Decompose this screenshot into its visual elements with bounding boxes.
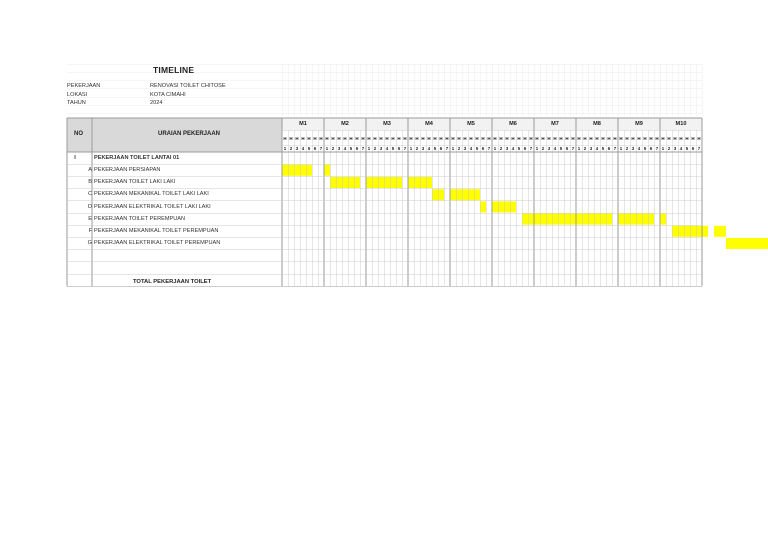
gantt-bar-f xyxy=(678,226,684,237)
info-value-tahun: 2024 xyxy=(150,100,163,106)
task-number-g: G xyxy=(87,240,92,246)
day-prefix-label: H xyxy=(625,136,629,141)
gantt-bar-f xyxy=(690,226,696,237)
day-prefix-label: H xyxy=(571,136,575,141)
day-prefix-label: H xyxy=(325,136,329,141)
day-prefix-label: H xyxy=(697,136,701,141)
day-prefix-label: H xyxy=(373,136,377,141)
day-number-label: 3 xyxy=(589,145,593,151)
gantt-bar-b xyxy=(342,177,348,188)
header-no: NO xyxy=(74,131,83,137)
day-number-label: 2 xyxy=(499,145,503,151)
month-label-m6: M6 xyxy=(509,121,517,127)
month-label-m5: M5 xyxy=(467,121,475,127)
gantt-bar-e xyxy=(588,214,594,225)
gantt-bar-c xyxy=(438,189,444,200)
day-number-label: 1 xyxy=(577,145,581,151)
gantt-bar-c xyxy=(462,189,468,200)
day-number-label: 5 xyxy=(307,145,311,151)
gantt-bar-b xyxy=(336,177,342,188)
day-number-label: 4 xyxy=(553,145,557,151)
day-prefix-label: H xyxy=(523,136,527,141)
gantt-bar-e xyxy=(582,214,588,225)
day-number-label: 4 xyxy=(343,145,347,151)
gantt-bar-e xyxy=(600,214,606,225)
day-prefix-label: H xyxy=(361,136,365,141)
month-label-m9: M9 xyxy=(635,121,643,127)
day-number-label: 3 xyxy=(463,145,467,151)
day-number-label: 6 xyxy=(523,145,527,151)
day-number-label: 2 xyxy=(583,145,587,151)
day-prefix-label: H xyxy=(427,136,431,141)
task-number-c: C xyxy=(87,191,92,197)
gantt-bar-e xyxy=(594,214,600,225)
gantt-bar-b xyxy=(390,177,396,188)
gantt-bar-d xyxy=(492,201,498,212)
day-number-label: 6 xyxy=(649,145,653,151)
gantt-bar-f xyxy=(684,226,690,237)
day-number-label: 6 xyxy=(397,145,401,151)
gantt-bar-e xyxy=(648,214,654,225)
gantt-bar-a xyxy=(294,165,300,176)
day-prefix-label: H xyxy=(289,136,293,141)
day-number-label: 2 xyxy=(625,145,629,151)
day-prefix-label: H xyxy=(385,136,389,141)
day-prefix-label: H xyxy=(463,136,467,141)
day-prefix-label: H xyxy=(595,136,599,141)
task-number-e: E xyxy=(88,216,92,222)
day-prefix-label: H xyxy=(469,136,473,141)
day-number-label: 7 xyxy=(697,145,701,151)
day-number-label: 5 xyxy=(433,145,437,151)
day-prefix-label: H xyxy=(661,136,665,141)
gantt-bar-e xyxy=(540,214,546,225)
task-number-b: B xyxy=(88,179,92,185)
day-prefix-label: H xyxy=(667,136,671,141)
day-number-label: 4 xyxy=(385,145,389,151)
day-number-label: 6 xyxy=(607,145,611,151)
gantt-bar-g xyxy=(762,238,768,249)
day-number-label: 5 xyxy=(685,145,689,151)
day-number-label: 1 xyxy=(451,145,455,151)
day-number-label: 2 xyxy=(289,145,293,151)
day-prefix-label: H xyxy=(685,136,689,141)
day-prefix-label: H xyxy=(631,136,635,141)
day-number-label: 4 xyxy=(469,145,473,151)
day-number-label: 5 xyxy=(349,145,353,151)
section-number: I xyxy=(74,155,76,161)
info-label-tahun: TAHUN xyxy=(67,100,86,106)
day-prefix-label: H xyxy=(589,136,593,141)
gantt-bar-b xyxy=(348,177,354,188)
day-prefix-label: H xyxy=(673,136,677,141)
gantt-bar-f xyxy=(720,226,726,237)
gantt-bar-e xyxy=(546,214,552,225)
day-prefix-label: H xyxy=(295,136,299,141)
day-number-label: 6 xyxy=(691,145,695,151)
gantt-bar-b xyxy=(384,177,390,188)
gantt-bar-e xyxy=(564,214,570,225)
day-number-label: 4 xyxy=(679,145,683,151)
day-number-label: 7 xyxy=(361,145,365,151)
gantt-bar-a xyxy=(288,165,294,176)
day-number-label: 7 xyxy=(655,145,659,151)
info-label-lokasi: LOKASI xyxy=(67,92,88,98)
day-number-label: 6 xyxy=(481,145,485,151)
day-prefix-label: H xyxy=(301,136,305,141)
task-label-a: PEKERJAAN PERSIAPAN xyxy=(94,167,161,173)
day-number-label: 4 xyxy=(427,145,431,151)
gantt-bar-e xyxy=(534,214,540,225)
gantt-bar-d xyxy=(480,201,486,212)
day-number-label: 1 xyxy=(619,145,623,151)
gantt-bar-g xyxy=(738,238,744,249)
day-prefix-label: H xyxy=(511,136,515,141)
day-prefix-label: H xyxy=(349,136,353,141)
month-label-m2: M2 xyxy=(341,121,349,127)
gantt-bar-b xyxy=(414,177,420,188)
day-prefix-label: H xyxy=(559,136,563,141)
task-label-e: PEKERJAAN TOILET PEREMPUAN xyxy=(94,216,186,222)
day-number-label: 3 xyxy=(421,145,425,151)
day-number-label: 1 xyxy=(325,145,329,151)
gantt-bar-d xyxy=(510,201,516,212)
total-label: TOTAL PEKERJAAN TOILET xyxy=(133,279,212,285)
day-number-label: 2 xyxy=(331,145,335,151)
day-number-label: 6 xyxy=(355,145,359,151)
gantt-bar-e xyxy=(528,214,534,225)
day-prefix-label: H xyxy=(691,136,695,141)
day-number-label: 1 xyxy=(283,145,287,151)
day-prefix-label: H xyxy=(331,136,335,141)
day-number-label: 7 xyxy=(613,145,617,151)
gantt-bar-b xyxy=(354,177,360,188)
day-prefix-label: H xyxy=(475,136,479,141)
day-number-label: 5 xyxy=(517,145,521,151)
gantt-bar-b xyxy=(366,177,372,188)
task-label-c: PEKERJAAN MEKANIKAL TOILET LAKI LAKI xyxy=(94,191,209,197)
header-uraian-pekerjaan: URAIAN PEKERJAAN xyxy=(158,131,221,137)
gantt-bar-e xyxy=(606,214,612,225)
day-number-label: 5 xyxy=(643,145,647,151)
day-prefix-label: H xyxy=(541,136,545,141)
day-prefix-label: H xyxy=(307,136,311,141)
task-number-d: D xyxy=(87,204,92,210)
gantt-bar-f xyxy=(696,226,702,237)
month-label-m7: M7 xyxy=(551,121,559,127)
section-title: PEKERJAAN TOILET LANTAI 01 xyxy=(94,155,180,161)
gantt-bar-e xyxy=(642,214,648,225)
gantt-bar-e xyxy=(570,214,576,225)
day-number-label: 7 xyxy=(487,145,491,151)
day-prefix-label: H xyxy=(583,136,587,141)
day-number-label: 3 xyxy=(673,145,677,151)
gantt-bar-e xyxy=(552,214,558,225)
day-number-label: 4 xyxy=(301,145,305,151)
day-prefix-label: H xyxy=(649,136,653,141)
day-number-label: 3 xyxy=(379,145,383,151)
gantt-bar-f xyxy=(702,226,708,237)
day-prefix-label: H xyxy=(355,136,359,141)
day-prefix-label: H xyxy=(517,136,521,141)
month-label-m10: M10 xyxy=(675,121,687,127)
day-prefix-label: H xyxy=(367,136,371,141)
day-prefix-label: H xyxy=(619,136,623,141)
day-prefix-label: H xyxy=(313,136,317,141)
day-number-label: 6 xyxy=(313,145,317,151)
day-number-label: 7 xyxy=(445,145,449,151)
day-prefix-label: H xyxy=(655,136,659,141)
gantt-bar-a xyxy=(306,165,312,176)
day-number-label: 2 xyxy=(415,145,419,151)
day-prefix-label: H xyxy=(613,136,617,141)
month-label-m8: M8 xyxy=(593,121,601,127)
day-number-label: 3 xyxy=(295,145,299,151)
month-label-m3: M3 xyxy=(383,121,391,127)
day-number-label: 3 xyxy=(631,145,635,151)
day-number-label: 1 xyxy=(367,145,371,151)
day-prefix-label: H xyxy=(391,136,395,141)
day-number-label: 7 xyxy=(319,145,323,151)
day-prefix-label: H xyxy=(337,136,341,141)
day-prefix-label: H xyxy=(505,136,509,141)
gantt-bar-b xyxy=(396,177,402,188)
gantt-bar-e xyxy=(558,214,564,225)
day-prefix-label: H xyxy=(565,136,569,141)
day-number-label: 2 xyxy=(541,145,545,151)
gantt-bar-e xyxy=(630,214,636,225)
day-prefix-label: H xyxy=(409,136,413,141)
day-number-label: 2 xyxy=(667,145,671,151)
day-number-label: 4 xyxy=(637,145,641,151)
gantt-bar-b xyxy=(330,177,336,188)
task-label-b: PEKERJAAN TOILET LAKI LAKI xyxy=(94,179,176,185)
day-number-label: 1 xyxy=(661,145,665,151)
info-label-pekerjaan: PEKERJAAN xyxy=(67,83,101,89)
gantt-bar-b xyxy=(408,177,414,188)
day-prefix-label: H xyxy=(607,136,611,141)
gantt-bar-b xyxy=(420,177,426,188)
day-number-label: 4 xyxy=(595,145,599,151)
gantt-bar-g xyxy=(756,238,762,249)
day-number-label: 7 xyxy=(571,145,575,151)
day-prefix-label: H xyxy=(643,136,647,141)
task-number-f: F xyxy=(88,228,92,234)
day-prefix-label: H xyxy=(535,136,539,141)
day-number-label: 4 xyxy=(511,145,515,151)
info-value-pekerjaan: RENOVASI TOILET CHITOSE xyxy=(150,83,226,89)
day-number-label: 2 xyxy=(373,145,377,151)
day-number-label: 2 xyxy=(457,145,461,151)
gantt-bar-d xyxy=(504,201,510,212)
gantt-bar-e xyxy=(522,214,528,225)
gantt-bar-c xyxy=(456,189,462,200)
day-number-label: 6 xyxy=(439,145,443,151)
day-prefix-label: H xyxy=(601,136,605,141)
day-number-label: 5 xyxy=(391,145,395,151)
day-number-label: 7 xyxy=(403,145,407,151)
day-prefix-label: H xyxy=(421,136,425,141)
day-prefix-label: H xyxy=(457,136,461,141)
gantt-bar-g xyxy=(726,238,732,249)
day-number-label: 5 xyxy=(601,145,605,151)
gantt-bar-e xyxy=(660,214,666,225)
day-prefix-label: H xyxy=(547,136,551,141)
gantt-bar-c xyxy=(450,189,456,200)
gantt-bar-b xyxy=(372,177,378,188)
day-prefix-label: H xyxy=(379,136,383,141)
day-prefix-label: H xyxy=(529,136,533,141)
task-label-d: PEKERJAAN ELEKTRIKAL TOILET LAKI LAKI xyxy=(94,204,211,210)
info-value-lokasi: KOTA CIMAHI xyxy=(150,92,186,98)
day-number-label: 5 xyxy=(475,145,479,151)
gantt-bar-e xyxy=(624,214,630,225)
day-number-label: 3 xyxy=(505,145,509,151)
day-prefix-label: H xyxy=(445,136,449,141)
day-prefix-label: H xyxy=(433,136,437,141)
gantt-bar-c xyxy=(432,189,438,200)
gantt-bar-c xyxy=(468,189,474,200)
page-title: TIMELINE xyxy=(153,65,195,75)
day-prefix-label: H xyxy=(679,136,683,141)
month-label-m1: M1 xyxy=(299,121,307,127)
task-number-a: A xyxy=(88,167,92,173)
task-label-g: PEKERJAAN ELEKTRIKAL TOILET PEREMPUAN xyxy=(94,240,221,246)
day-prefix-label: H xyxy=(499,136,503,141)
day-number-label: 1 xyxy=(535,145,539,151)
day-prefix-label: H xyxy=(487,136,491,141)
gantt-bar-b xyxy=(378,177,384,188)
gantt-bar-d xyxy=(498,201,504,212)
day-number-label: 1 xyxy=(493,145,497,151)
day-prefix-label: H xyxy=(637,136,641,141)
gantt-bar-c xyxy=(474,189,480,200)
day-prefix-label: H xyxy=(415,136,419,141)
gantt-bar-a xyxy=(324,165,330,176)
gantt-bar-g xyxy=(744,238,750,249)
day-prefix-label: H xyxy=(493,136,497,141)
day-number-label: 7 xyxy=(529,145,533,151)
day-number-label: 5 xyxy=(559,145,563,151)
month-label-m4: M4 xyxy=(425,121,433,127)
gantt-bar-b xyxy=(426,177,432,188)
gantt-bar-e xyxy=(636,214,642,225)
gantt-bar-a xyxy=(300,165,306,176)
day-prefix-label: H xyxy=(439,136,443,141)
day-prefix-label: H xyxy=(283,136,287,141)
day-prefix-label: H xyxy=(397,136,401,141)
day-prefix-label: H xyxy=(451,136,455,141)
day-number-label: 6 xyxy=(565,145,569,151)
gantt-bar-g xyxy=(750,238,756,249)
day-prefix-label: H xyxy=(403,136,407,141)
gantt-bar-a xyxy=(282,165,288,176)
day-number-label: 3 xyxy=(337,145,341,151)
day-prefix-label: H xyxy=(481,136,485,141)
gantt-bar-f xyxy=(672,226,678,237)
task-label-f: PEKERJAAN MEKANIKAL TOILET PEREMPUAN xyxy=(94,228,219,234)
gantt-bar-f xyxy=(714,226,720,237)
day-prefix-label: H xyxy=(553,136,557,141)
day-number-label: 3 xyxy=(547,145,551,151)
day-number-label: 1 xyxy=(409,145,413,151)
gantt-bar-e xyxy=(576,214,582,225)
day-prefix-label: H xyxy=(319,136,323,141)
day-prefix-label: H xyxy=(577,136,581,141)
gantt-bar-e xyxy=(618,214,624,225)
day-prefix-label: H xyxy=(343,136,347,141)
gantt-bar-g xyxy=(732,238,738,249)
